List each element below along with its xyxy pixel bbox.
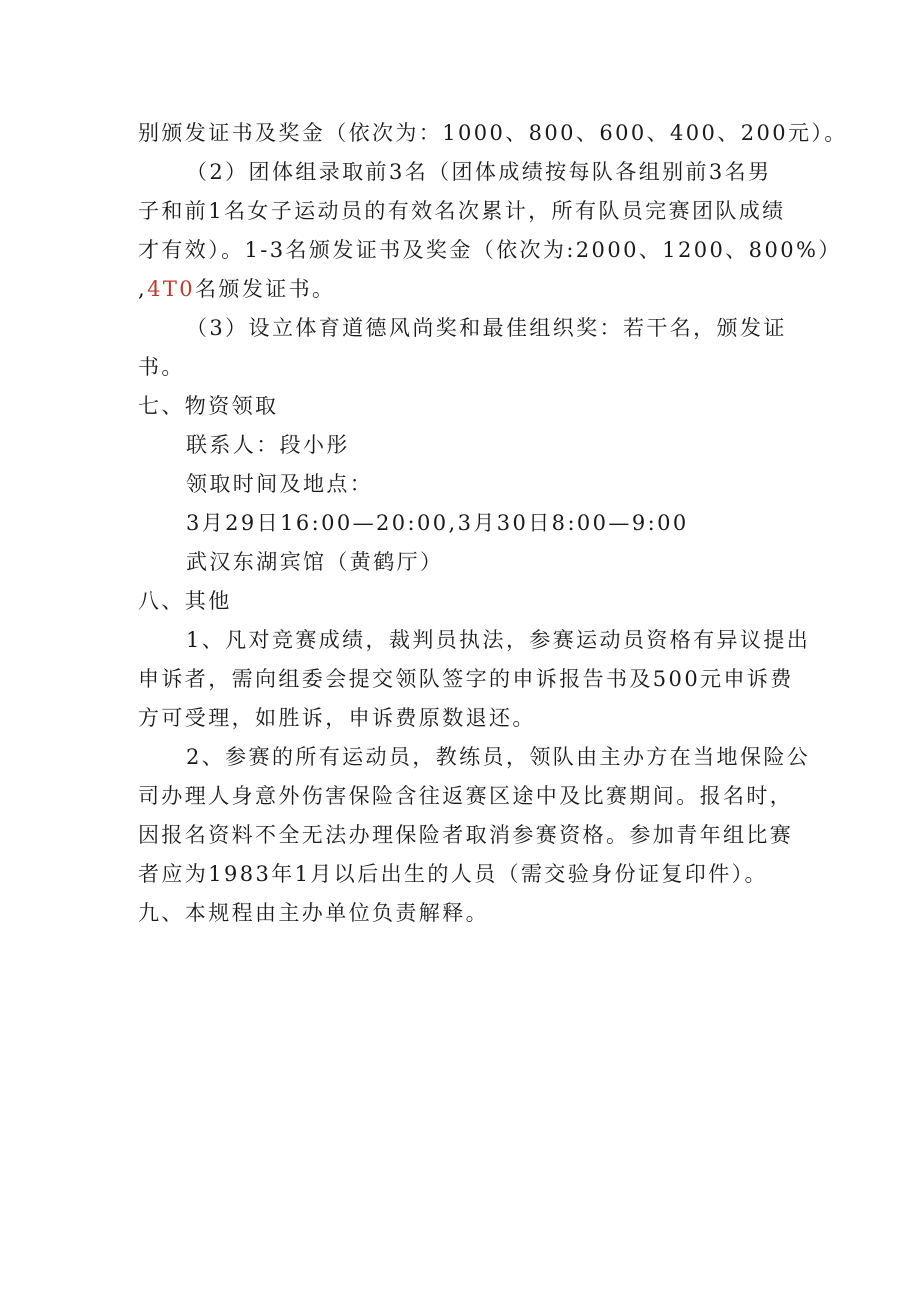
line-prefix: ,	[138, 277, 148, 301]
paragraph-line: 方可受理，如胜诉，申诉费原数退还。	[138, 706, 536, 730]
highlighted-text: 4T0	[147, 277, 196, 301]
paragraph-line: 别颁发证书及奖金（依次为：1000、800、600、400、200元）。	[138, 121, 848, 145]
section-heading: 九、本规程由主办单位负责解释。	[138, 901, 489, 925]
paragraph-line: 1、凡对竞赛成绩，裁判员执法，参赛运动员资格有异议提出	[186, 628, 811, 652]
paragraph-line: 因报名资料不全无法办理保险者取消参赛资格。参加青年组比赛	[138, 823, 794, 847]
line-suffix: 名颁发证书。	[195, 277, 336, 301]
paragraph-line: 2、参赛的所有运动员，教练员，领队由主办方在当地保险公	[186, 745, 811, 769]
paragraph-line: 才有效）。1-3名颁发证书及奖金（依次为:2000、1200、800%）	[138, 238, 842, 262]
paragraph-line: 领取时间及地点：	[186, 472, 374, 496]
paragraph-line: 武汉东湖宾馆（黄鹤厅）	[186, 550, 444, 574]
paragraph-line: 联系人：段小彤	[186, 433, 350, 457]
paragraph-line: 申诉者，需向组委会提交领队签字的申诉报告书及500元申诉费	[138, 667, 794, 691]
paragraph-line: （3）设立体育道德风尚奖和最佳组织奖：若干名，颁发证	[186, 316, 787, 340]
section-heading: 八、其他	[138, 589, 232, 613]
section-heading: 七、物资领取	[138, 394, 279, 418]
paragraph-line: 司办理人身意外伤害保险含往返赛区途中及比赛期间。报名时，	[138, 784, 794, 808]
paragraph-line: 子和前1名女子运动员的有效名次累计，所有队员完赛团队成绩	[138, 199, 786, 223]
paragraph-line: （2）团体组录取前3名（团体成绩按每队各组别前3名男	[186, 160, 772, 184]
paragraph-line: 者应为1983年1月以后出生的人员（需交验身份证复印件）。	[138, 862, 768, 886]
paragraph-line: 书。	[138, 355, 185, 379]
paragraph-line: 3月29日16:00—20:00,3月30日8:00—9:00	[186, 511, 689, 535]
paragraph-line	[138, 274, 335, 304]
